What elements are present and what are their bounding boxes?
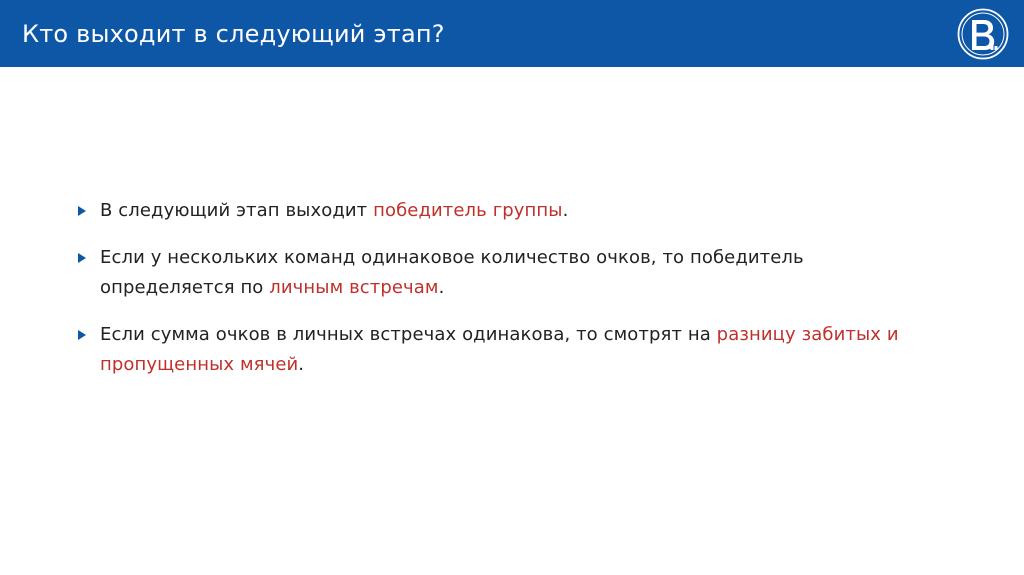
hse-logo-icon <box>956 7 1010 61</box>
bullet-content <box>78 196 938 397</box>
header-bar <box>0 0 1024 67</box>
bullet-highlight: личным встречам <box>269 277 439 298</box>
bullet-text: Если сумма очков в личных встречах одинакова, то смотрят на <box>100 324 717 345</box>
bullet-arrow-icon <box>78 206 86 216</box>
bullet-text-end: . <box>562 200 569 221</box>
bullet-item <box>78 243 938 303</box>
bullet-arrow-icon <box>78 330 86 340</box>
bullet-text: В следующий этап выходит <box>100 200 374 221</box>
bullet-highlight: победитель группы <box>373 200 563 221</box>
page-title: Кто выходит в следующий этап? <box>22 20 445 48</box>
bullet-item <box>78 320 938 380</box>
bullet-arrow-icon <box>78 253 86 263</box>
bullet-highlight: разницу забитых и пропущенных мячей <box>100 324 899 375</box>
bullet-list <box>78 196 938 380</box>
bullet-text-end: . <box>298 354 305 375</box>
bullet-item <box>78 196 938 226</box>
bullet-text: Если у нескольких команд одинаковое количество очков, то победитель определяется по <box>100 247 804 298</box>
bullet-text-end: . <box>438 277 445 298</box>
